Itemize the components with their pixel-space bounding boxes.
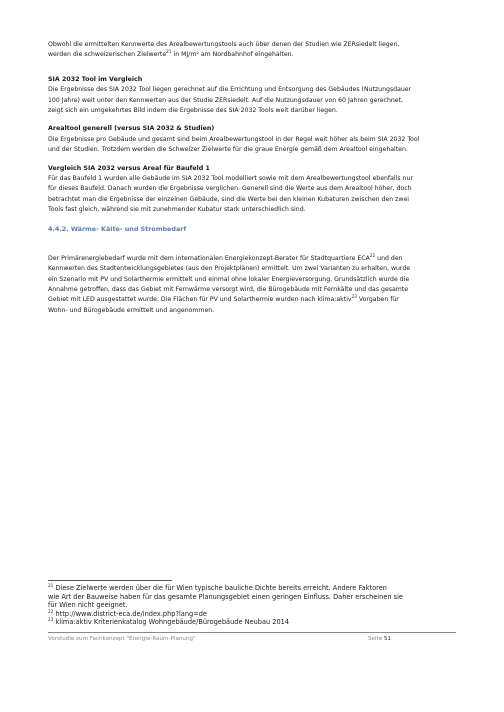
footnote-23: $^{23}$ klima:aktiv Kriterienkatalog Wohngebäude/Bürogebäude Neubau 2014 (48, 617, 290, 627)
footer-page-number: Seite 51 (368, 636, 392, 642)
baufeld-1-comparison-section (48, 164, 456, 216)
footnote-21: $^{21}$ Diese Zielwerte werden über die für Wien typische bauliche Dichte bereits erreicht. Andere Faktoren wie Art der Bauweise haben für das gesamte Planungsgebiet einen geringen Einfluss. Daher erscheinen sie für Wien nicht geeignet. (48, 582, 403, 610)
primary-energy-paragraph: Der Primärenergiebedarf wurde mit dem internationalen Energiekonzept-Berater für Stadtquartiere ECA$^{22}$ und den Kennwerten des Stadtentwicklungsgebietes (aus den Projektplänen) ermittelt. Um zwei Varianten zu erhalten, wurde ein Szenario mit PV und Solarthermie ermittelt und einmal ohne lokaler Energieversorgung. Grundsätzlich wurde die Annahme getroffen, dass das Gebiet mit Fernwärme versorgt wird, die Bürogebäude mit Fernkälte und das gesamte Gebiet mit LED ausgestattet wurde. Die Flächen für PV und Solarthermie wurden nach klima:aktiv$^{23}$ Vorgaben für Wohn- und Bürogebäude ermittelt und angenommen. (48, 252, 411, 314)
district-eca-link[interactable]: http://www.district-eca.de/index.php?lang=de (53, 609, 207, 618)
baufeld-1-comparison-heading: Vergleich SIA 2032 versus Areal für Baufeld 1 (48, 164, 210, 172)
footnote-22: $^{22}$ http://www.district-eca.de/index.php?lang=de (48, 608, 207, 618)
intro-line-1: Obwohl die ermittelten Kennwerte des Arealbewertungstools auch über denen der Studien wie ZERsiedelt liegen, (48, 41, 400, 48)
arealtool-general-section (48, 124, 456, 155)
footnote-divider (48, 580, 172, 581)
footer-document-title: Vorstudie zum Fachkonzept "Energie-Raum-Planung" (48, 636, 196, 642)
sia-2032-comparison-text: Die Ergebnisse des SIA 2032 Tool liegen gerechnet auf die Errichtung und Entsorgung des Gebäudes (Nutzungsdauer 100 Jahre) weit unter den Kennwerten aus der Studie ZERsiedelt. Auf die Nutzungsdauer von 60 Jahren gerechnet, zeigt sich ein umgekehrtes Bild indem die Ergebnisse des SIA 2032 Tools weit darüber liegen. (48, 86, 412, 115)
footnote-ref-21: 21 (166, 49, 172, 55)
arealtool-general-text: Die Ergebnisse pro Gebäude und gesamt sind beim Arealbewertungstool in der Regel weit höher als beim SIA 2032 Tool und der Studien. Trotzdem werden die Schweizer Zielwerte für die graue Energie gemäß dem Arealtool eingehalten. (48, 135, 420, 154)
sia-2032-comparison-section (48, 75, 456, 117)
baufeld-1-comparison-text: Für das Baufeld 1 wurden alle Gebäude im SIA 2032 Tool modelliert sowie mit dem Arealbewertungstool ebenfalls nur für dieses Baufeld. Danach wurden die Ergebnisse verglichen. Generell sind die Werte aus dem Arealtool höher, doch betrachtet man die Ergebnisse der einzelnen Gebäude, sind die Werte bei den kleinen Kubaturen zwischen den zwei Tools fast gleich, während sie mit zunehmender Kubatur stark unterschiedlich sind. (48, 175, 413, 214)
footnotes (48, 580, 456, 627)
footnote-ref-22: 22 (369, 252, 376, 258)
document-body (48, 40, 456, 316)
sia-2032-comparison-heading: SIA 2032 Tool im Vergleich (48, 75, 143, 83)
section-heading-4-4-2: 4.4.2. Wärme- Kälte- und Strombedarf (48, 224, 187, 233)
arealtool-general-heading: Arealtool generell (versus SIA 2032 & Studien) (48, 125, 215, 133)
page-footer (48, 632, 456, 645)
footnote-ref-23: 23 (351, 294, 357, 300)
intro-paragraph (48, 40, 456, 61)
intro-line-2: werden die schweizerischen Zielwerte$^{21}$ in MJ/m² am Nordbahnhof eingehalten. (48, 49, 294, 59)
